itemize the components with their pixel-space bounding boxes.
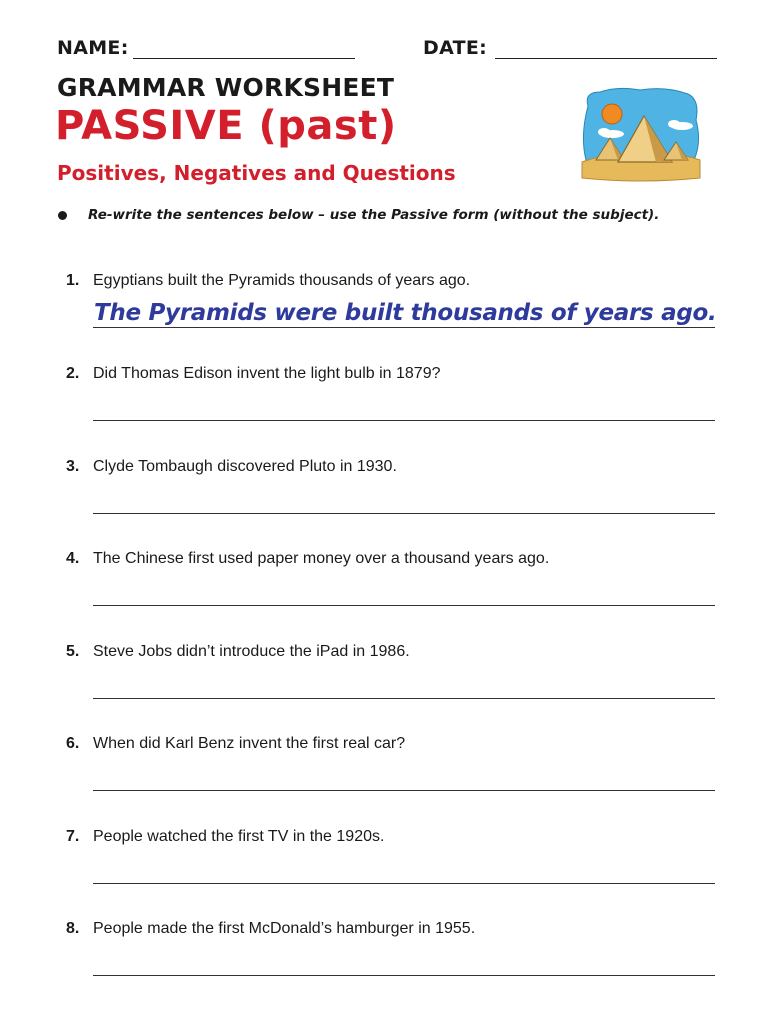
- question-number: 6.: [66, 735, 80, 752]
- question-number: 7.: [66, 828, 80, 845]
- answer-line[interactable]: [93, 513, 715, 514]
- question-number: 1.: [66, 272, 80, 289]
- question-text: The Chinese first used paper money over a thousand years ago.: [93, 550, 550, 567]
- question-8: [66, 920, 716, 992]
- question-6: [66, 735, 716, 807]
- question-number: 8.: [66, 920, 80, 937]
- answer-text: The Pyramids were built thousands of years ago.: [94, 300, 717, 326]
- question-text: When did Karl Benz invent the first real car?: [93, 735, 406, 752]
- question-2: [66, 365, 716, 437]
- name-field[interactable]: [133, 58, 355, 59]
- answer-line[interactable]: [93, 605, 715, 606]
- topic-title: PASSIVE (past): [55, 103, 397, 149]
- instruction: [57, 207, 697, 229]
- question-5: [66, 643, 716, 715]
- subtitle: Positives, Negatives and Questions: [57, 161, 456, 185]
- question-7: [66, 828, 716, 900]
- answer-line[interactable]: [93, 420, 715, 421]
- bullet-icon: [58, 211, 67, 220]
- question-text: Egyptians built the Pyramids thousands of years ago.: [93, 272, 471, 289]
- pyramids-desert-icon: [578, 86, 702, 182]
- question-number: 3.: [66, 458, 80, 475]
- question-3: [66, 458, 716, 530]
- answer-line[interactable]: [93, 790, 715, 791]
- answer-line[interactable]: [93, 327, 715, 328]
- question-text: Steve Jobs didn’t introduce the iPad in 1986.: [93, 643, 410, 660]
- question-text: Clyde Tombaugh discovered Pluto in 1930.: [93, 458, 397, 475]
- answer-line[interactable]: [93, 698, 715, 699]
- question-number: 4.: [66, 550, 80, 567]
- question-text: Did Thomas Edison invent the light bulb in 1879?: [93, 365, 441, 382]
- question-number: 5.: [66, 643, 80, 660]
- question-number: 2.: [66, 365, 80, 382]
- header-fields: [57, 37, 717, 63]
- question-1: [66, 272, 716, 344]
- answer-line[interactable]: [93, 883, 715, 884]
- question-text: People watched the first TV in the 1920s.: [93, 828, 385, 845]
- worksheet-title: GRAMMAR WORKSHEET: [57, 73, 395, 102]
- question-4: [66, 550, 716, 622]
- date-field[interactable]: [495, 58, 717, 59]
- date-label: DATE:: [423, 37, 488, 59]
- question-text: People made the first McDonald’s hamburger in 1955.: [93, 920, 476, 937]
- instruction-text: Re-write the sentences below – use the Passive form (without the subject).: [88, 207, 660, 223]
- name-label: NAME:: [57, 37, 129, 59]
- answer-line[interactable]: [93, 975, 715, 976]
